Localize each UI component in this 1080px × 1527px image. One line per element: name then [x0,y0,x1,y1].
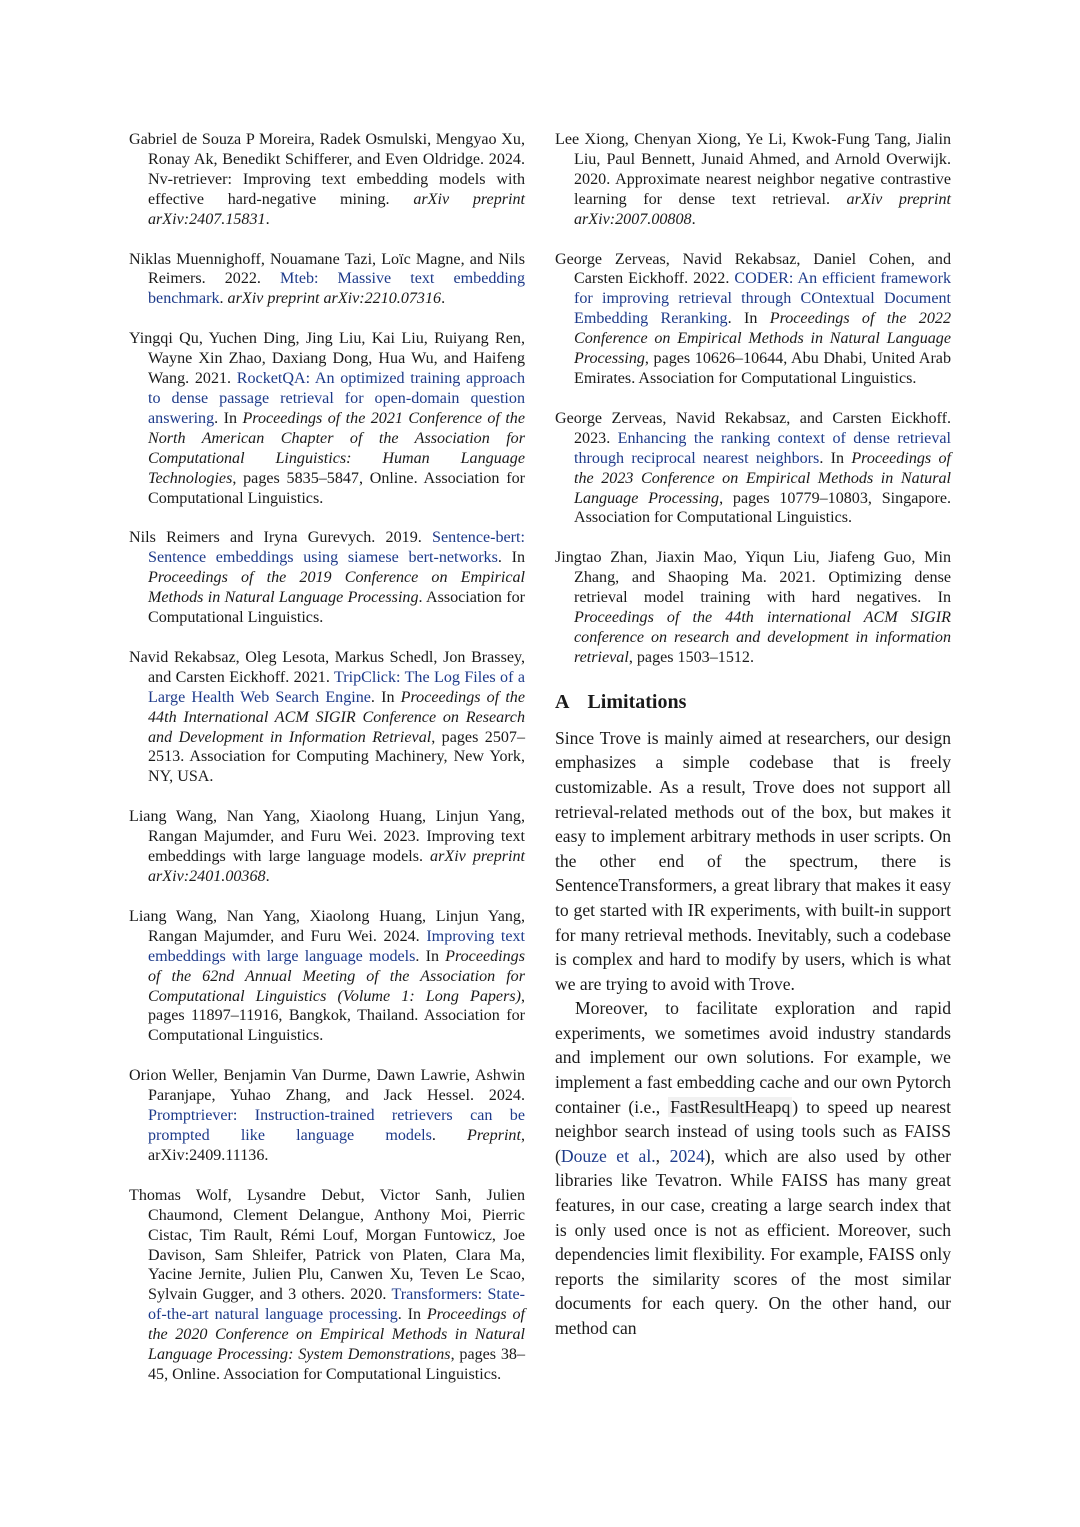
reference-entry: Gabriel de Souza P Moreira, Radek Osmulski, Mengyao Xu, Ronay Ak, Benedikt Schifferer, and Even Oldridge. 2024. Nv-retriever: Improving text embedding models with effective hard-negative mining. arXiv preprint arXiv:2407.15831. [129,131,526,228]
reference-link[interactable]: Improving text embeddings with large language models [148,927,525,965]
reference-entry: Nils Reimers and Iryna Gurevych. 2019. Sentence-bert: Sentence embeddings using siamese bert-networks. In Proceedings of the 2019 Conference on Empirical Methods in Natural Language Processing. Association for Computational Linguistics. [129,529,526,627]
reference-link[interactable]: Promptriever: Instruction-trained retrievers can be prompted like language models [148,1107,525,1144]
reference-entry: Liang Wang, Nan Yang, Xiaolong Huang, Linjun Yang, Rangan Majumder, and Furu Wei. 2023. Improving text embeddings with large language models. arXiv preprint arXiv:2401.00368. [129,808,525,885]
references-left-column [129,130,525,1405]
reference-entry: Thomas Wolf, Lysandre Debut, Victor Sanh, Julien Chaumond, Clement Delangue, Anthony Moi, Pierric Cistac, Tim Rault, Rémi Louf, Morgan Funtowicz, Joe Davison, Sam Shleifer, Patrick von Platen, Clara Ma, Yacine Jernite, Julien Plu, Canwen Xu, Teven Le Scao, Sylvain Gugger, and 3 others. 2020. Transformers: State-of-the-art natural language processing. In Proceedings of the 2020 Conference on Empirical Methods in Natural Language Processing: System Demonstrations, pages 38–45, Online. Association for Computational Linguistics. [129,1186,525,1383]
reference-link[interactable]: CODER: An efficient framework for improving retrieval through COntextual Document Embedding Reranking [574,270,951,328]
section-title: Limitations [587,690,687,713]
reference-entry: Lee Xiong, Chenyan Xiong, Ye Li, Kwok-Fung Tang, Jialin Liu, Paul Bennett, Junaid Ahmed, and Arnold Overwijk. 2020. Approximate nearest neighbor negative contrastive learning for dense text retrieval. arXiv preprint arXiv:2007.00808. [555,131,951,228]
reference-entry: Liang Wang, Nan Yang, Xiaolong Huang, Linjun Yang, Rangan Majumder, and Furu Wei. 2024. Improving text embeddings with large language models. In Proceedings of the 62nd Annual Meeting of the Association for Computational Linguistics (Volume 1: Long Papers), pages 11897–11916, Bangkok, Thailand. Association for Computational Linguistics. [129,907,525,1045]
reference-link[interactable]: Sentence-bert: Sentence embeddings using siamese bert-networks [148,529,525,567]
section-heading [555,690,951,714]
reference-entry: Niklas Muennighoff, Nouamane Tazi, Loïc Magne, and Nils Reimers. 2022. Mteb: Massive text embedding benchmark. arXiv preprint arXiv:2210.07316. [129,250,525,308]
citation-link[interactable]: Douze et al. [560,1145,656,1166]
reference-entry: Yingqi Qu, Yuchen Ding, Jing Liu, Kai Liu, Ruiyang Ren, Wayne Xin Zhao, Daxiang Dong, Hua Wu, and Haifeng Wang. 2021. RocketQA: An optimized training approach to dense passage retrieval for open-domain question answering. In Proceedings of the 2021 Conference of the North American Chapter of the Association for Computational Linguistics: Human Language Technologies, pages 5835–5847, Online. Association for Computational Linguistics. [129,330,526,507]
reference-link[interactable]: Transformers: State-of-the-art natural language processing [148,1286,525,1324]
reference-entry: Navid Rekabsaz, Oleg Lesota, Markus Schedl, Jon Brassey, and Carsten Eickhoff. 2021. TripClick: The Log Files of a Large Health Web Search Engine. In Proceedings of the 44th International ACM SIGIR Conference on Research and Development in Information Retrieval, pages 2507–2513. Association for Computing Machinery, New York, NY, USA. [129,648,526,786]
reference-link[interactable]: Enhancing the ranking context of dense retrieval through reciprocal nearest neighbors [574,429,951,467]
section-number: A [555,690,570,713]
right-column [555,130,951,1341]
reference-link[interactable]: Mteb: Massive text embedding benchmark [148,270,525,308]
reference-link[interactable]: TripClick: The Log Files of a Large Health Web Search Engine [148,668,525,706]
reference-entry: George Zerveas, Navid Rekabsaz, and Carsten Eickhoff. 2023. Enhancing the ranking context of dense retrieval through reciprocal nearest neighbors. In Proceedings of the 2023 Conference on Empirical Methods in Natural Language Processing, pages 10779–10803, Singapore. Association for Computational Linguistics. [555,409,951,527]
inline-code: FastResultHeapq [670,1096,791,1117]
body-paragraph: Since Trove is mainly aimed at researchers, our design emphasizes a simple codebase that is freely customizable. As a result, Trove does not support all retrieval-related methods out of the box, but makes it easy to implement arbitrary methods in user scripts. On the other end of the spectrum, there is SentenceTransformers, a great library that makes it easy to get started with IR experiments, with built-in support for many retrieval methods. Inevitably, such a codebase is complex and hard to modify by users, which is what we are trying to avoid with Trove. [555,727,951,994]
reference-entry: George Zerveas, Navid Rekabsaz, Daniel Cohen, and Carsten Eickhoff. 2022. CODER: An efficient framework for improving retrieval through COntextual Document Embedding Reranking. In Proceedings of the 2022 Conference on Empirical Methods in Natural Language Processing, pages 10626–10644, Abu Dhabi, United Arab Emirates. Association for Computational Linguistics. [555,250,951,387]
reference-entry: Jingtao Zhan, Jiaxin Mao, Yiqun Liu, Jiafeng Guo, Min Zhang, and Shaoping Ma. 2021. Optimizing dense retrieval model training with hard negatives. In Proceedings of the 44th international ACM SIGIR conference on research and development in information retrieval, pages 1503–1512. [555,549,951,666]
reference-entry: Orion Weller, Benjamin Van Durme, Dawn Lawrie, Ashwin Paranjape, Yuhao Zhang, and Jack Hessel. 2024. Promptriever: Instruction-trained retrievers can be prompted like language models. Preprint, arXiv:2409.11136. [129,1067,525,1164]
citation-link[interactable]: 2024 [669,1145,705,1166]
reference-link[interactable]: RocketQA: An optimized training approach to dense passage retrieval for open-domain question answering [148,370,526,427]
body-paragraph: Moreover, to facilitate exploration and rapid experiments, we sometimes avoid industry standards and implement our own solutions. For example, we implement a fast embedding cache and our own Pytorch container (i.e., FastResultHeapq ) to speed up nearest neighbor search instead of using tools such as FAISS (Douze et al., 2024), which are also used by other libraries like Tevatron. While FAISS has many great features, in our case, creating a large search index that is only used once is not as efficient. Moreover, such dependencies limit flexibility. For example, FAISS only reports the similarity scores of the most similar documents for each query. On the other hand, our method can [555,998,952,1338]
